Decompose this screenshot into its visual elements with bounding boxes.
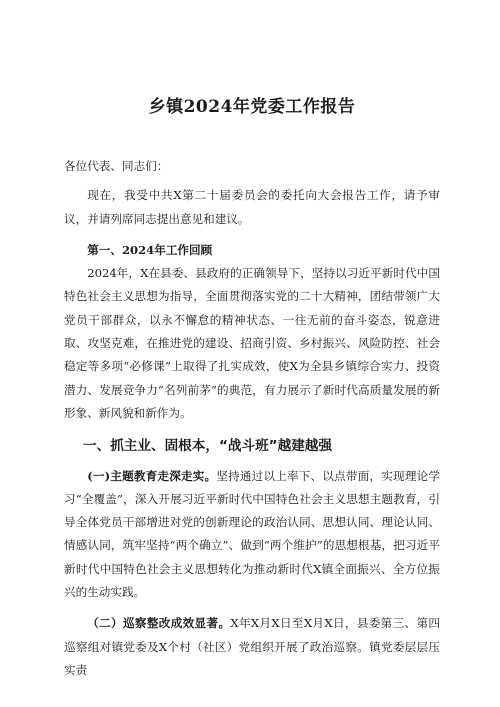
item-paragraph-2 [64,612,440,682]
item-lead-1: (一)主题教育走深走实。 [87,468,217,483]
item-paragraph-1 [64,465,440,605]
spacer [64,231,440,239]
heading-part-one: 一、抓主业、固根本，“战斗班”越建越强 [83,438,332,455]
section-review-paragraph: 2024年，X在县委、县政府的正确领导下，坚持以习近平新时代中国特色社会主义思想为指导，全面贯彻落实党的二十大精神，团结带领广大党员干部群众，以永不懈怠的精神状态、一往无前的奋斗姿态，锐意进取、攻坚克难，在推进党的建设、招商引资、乡村振兴、风险防控、社会稳定等多项“必修课”上取得了扎实成效，使X为全县乡镇综合实力、投资潜力、发展竞争力“名列前茅”的典范，有力展示了新时代高质量发展的新形象、新风貌和新作为。 [64,266,440,420]
salutation: 各位代表、同志们： [64,159,169,173]
document-title: 乡镇2024年党委工作报告 [148,97,356,117]
section-heading-review: 第一、2024年工作回顾 [87,242,213,257]
spacer [64,604,440,612]
item-body-1: 坚持通过以上率下、以点带面，实现理论学习“全覆盖”，深入开展习近平新时代中国特色社会主义思想主题教育，引导全体党员干部增进对党的创新理论的政治认同、思想认同、理论认同、情感认同，筑牢坚持“两个确立”、做到“两个维护”的思想根基，把习近平新时代中国特色社会主义思想转化为推动新时代X镇全面振兴、全方位振兴的生动实践。 [64,468,440,600]
item-lead-2: （二）巡察整改成效显著。 [87,616,231,631]
item-body-2: X年X月X日至X月X日，县委第三、第四巡察组对镇党委及X个村（社区）党组织开展了政治巡察。镇党委层层压实责 [64,616,440,677]
intro-paragraph: 现在，我受中共X第二十届委员会的委托向大会报告工作，请予审议，并请列席同志提出意见和建议。 [64,188,440,226]
